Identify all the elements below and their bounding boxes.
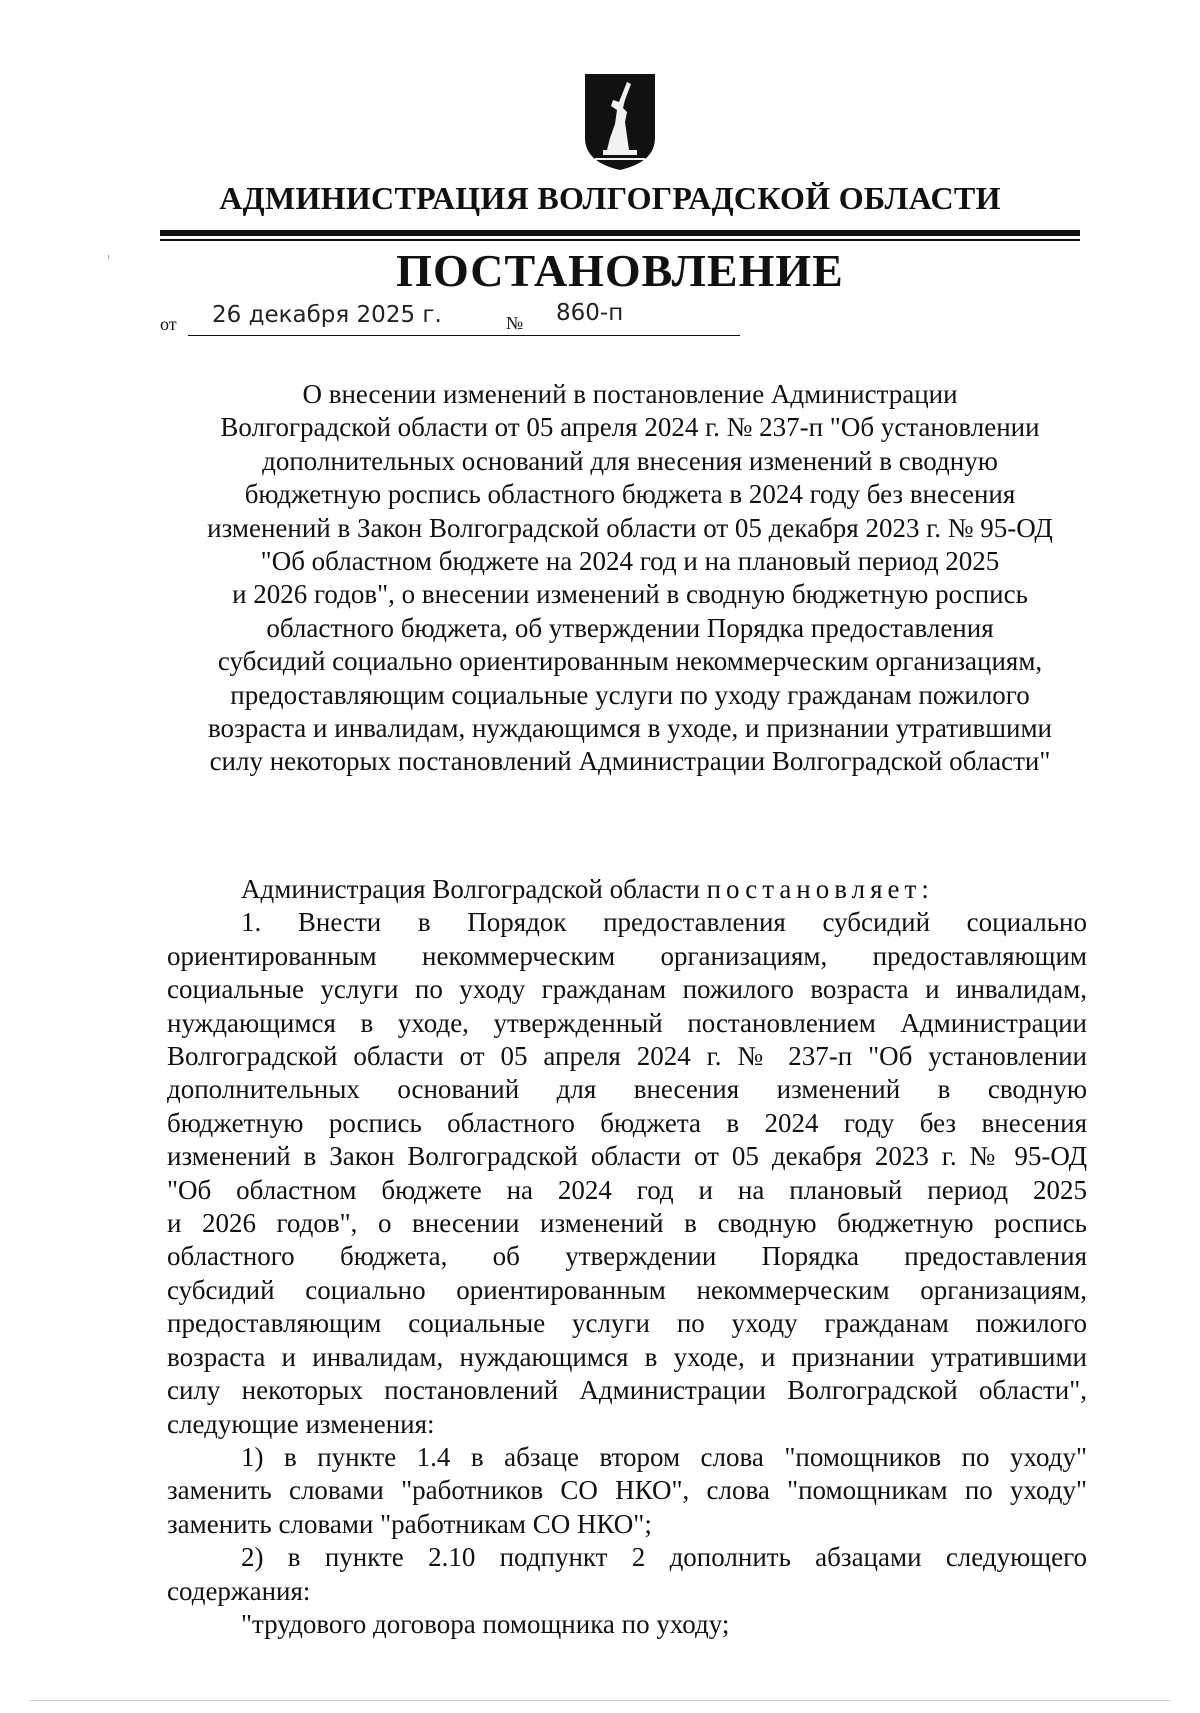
organization-name: АДМИНИСТРАЦИЯ ВОЛГОГРАДСКОЙ ОБЛАСТИ bbox=[219, 180, 1001, 216]
number-underline bbox=[536, 335, 740, 336]
item1-line: бюджетную роспись областного бюджета в 2024 году без внесения bbox=[167, 1107, 1087, 1138]
subitem1-line: заменить словами "работникам СО НКО"; bbox=[167, 1508, 652, 1539]
item1-line: "Об областном бюджете на 2024 год и на плановый период 2025 bbox=[167, 1174, 1087, 1205]
document-date: 26 декабря 2025 г. bbox=[212, 302, 442, 328]
document-title bbox=[160, 378, 1100, 779]
subitem2-line: содержания: bbox=[167, 1575, 311, 1606]
item1-line: следующие изменения: bbox=[167, 1408, 435, 1439]
item1-line: возраста и инвалидам, нуждающимся в уходе, и признании утратившими bbox=[167, 1341, 1087, 1372]
title-line: субсидий социально ориентированным некоммерческим организациям, bbox=[217, 646, 1043, 677]
item1-line: субсидий социально ориентированным некоммерческим организациям, bbox=[167, 1274, 1087, 1305]
title-line: областного бюджета, об утверждении Порядка предоставления bbox=[266, 612, 994, 643]
preamble bbox=[167, 873, 1087, 906]
document-type-heading: ПОСТАНОВЛЕНИЕ bbox=[396, 245, 844, 296]
title-line: силу некоторых постановлений Администрации Волгоградской области" bbox=[209, 746, 1051, 777]
date-number-row bbox=[160, 298, 760, 338]
scan-artifact bbox=[108, 255, 109, 259]
header-divider-thick bbox=[160, 230, 1080, 236]
preamble-text: Администрация Волгоградской области bbox=[241, 874, 700, 904]
header-divider-thin bbox=[160, 239, 1080, 241]
item1-line: социальные услуги по уходу гражданам пожилого возраста и инвалидам, bbox=[167, 974, 1087, 1005]
title-line: предоставляющим социальные услуги по уходу гражданам пожилого bbox=[230, 679, 1030, 710]
title-line: бюджетную роспись областного бюджета в 2024 году без внесения bbox=[244, 479, 1016, 510]
title-line: дополнительных оснований для внесения изменений в сводную bbox=[262, 445, 998, 476]
item1-line: дополнительных оснований для внесения изменений в сводную bbox=[167, 1074, 1087, 1105]
item1-line: Волгоградской области от 05 апреля 2024 г. № 237-п "Об установлении bbox=[167, 1041, 1087, 1072]
number-label: № bbox=[506, 313, 524, 333]
item1-line: ориентированным некоммерческим организациям, предоставляющим bbox=[167, 940, 1087, 971]
quoted-paragraph: "трудового договора помощника по уходу; bbox=[241, 1608, 730, 1639]
document-body bbox=[167, 873, 1087, 1641]
item1-line: и 2026 годов", о внесении изменений в сводную бюджетную роспись bbox=[167, 1208, 1087, 1239]
item1-line: областного бюджета, об утверждении Порядка предоставления bbox=[167, 1241, 1087, 1272]
title-line: "Об областном бюджете на 2024 год и на плановый период 2025 bbox=[260, 546, 1000, 577]
scan-artifact bbox=[30, 1700, 1170, 1701]
title-line: изменений в Закон Волгоградской области от 05 декабря 2023 г. № 95-ОД bbox=[207, 512, 1053, 543]
item1-line: предоставляющим социальные услуги по уходу гражданам пожилого bbox=[167, 1308, 1087, 1339]
preamble-keyword: постановляет: bbox=[706, 874, 934, 904]
item1-line: изменений в Закон Волгоградской области от 05 декабря 2023 г. № 95-ОД bbox=[167, 1141, 1087, 1172]
date-label: от bbox=[160, 314, 177, 334]
title-line: и 2026 годов", о внесении изменений в сводную бюджетную роспись bbox=[232, 579, 1028, 610]
title-line: О внесении изменений в постановление Администрации bbox=[302, 379, 958, 409]
item1-line: силу некоторых постановлений Администрации Волгоградской области", bbox=[167, 1375, 1087, 1406]
title-line: Волгоградской области от 05 апреля 2024 г. № 237-п "Об установлении bbox=[220, 412, 1040, 443]
subitem1-line: 1) в пункте 1.4 в абзаце втором слова "помощников по уходу" bbox=[241, 1441, 1087, 1472]
title-line: возраста и инвалидам, нуждающимся в уходе, и признании утратившими bbox=[207, 713, 1052, 744]
document-number: 860-п bbox=[556, 300, 624, 326]
subitem1-line: заменить словами "работников СО НКО", слова "помощникам по уходу" bbox=[167, 1475, 1087, 1506]
coat-of-arms-icon bbox=[583, 72, 657, 172]
item1-line: 1. Внести в Порядок предоставления субсидий социально bbox=[241, 907, 1087, 938]
item1-line: нуждающимся в уходе, утвержденный постановлением Администрации bbox=[167, 1007, 1087, 1038]
subitem2-line: 2) в пункте 2.10 подпункт 2 дополнить абзацами следующего bbox=[241, 1542, 1087, 1573]
